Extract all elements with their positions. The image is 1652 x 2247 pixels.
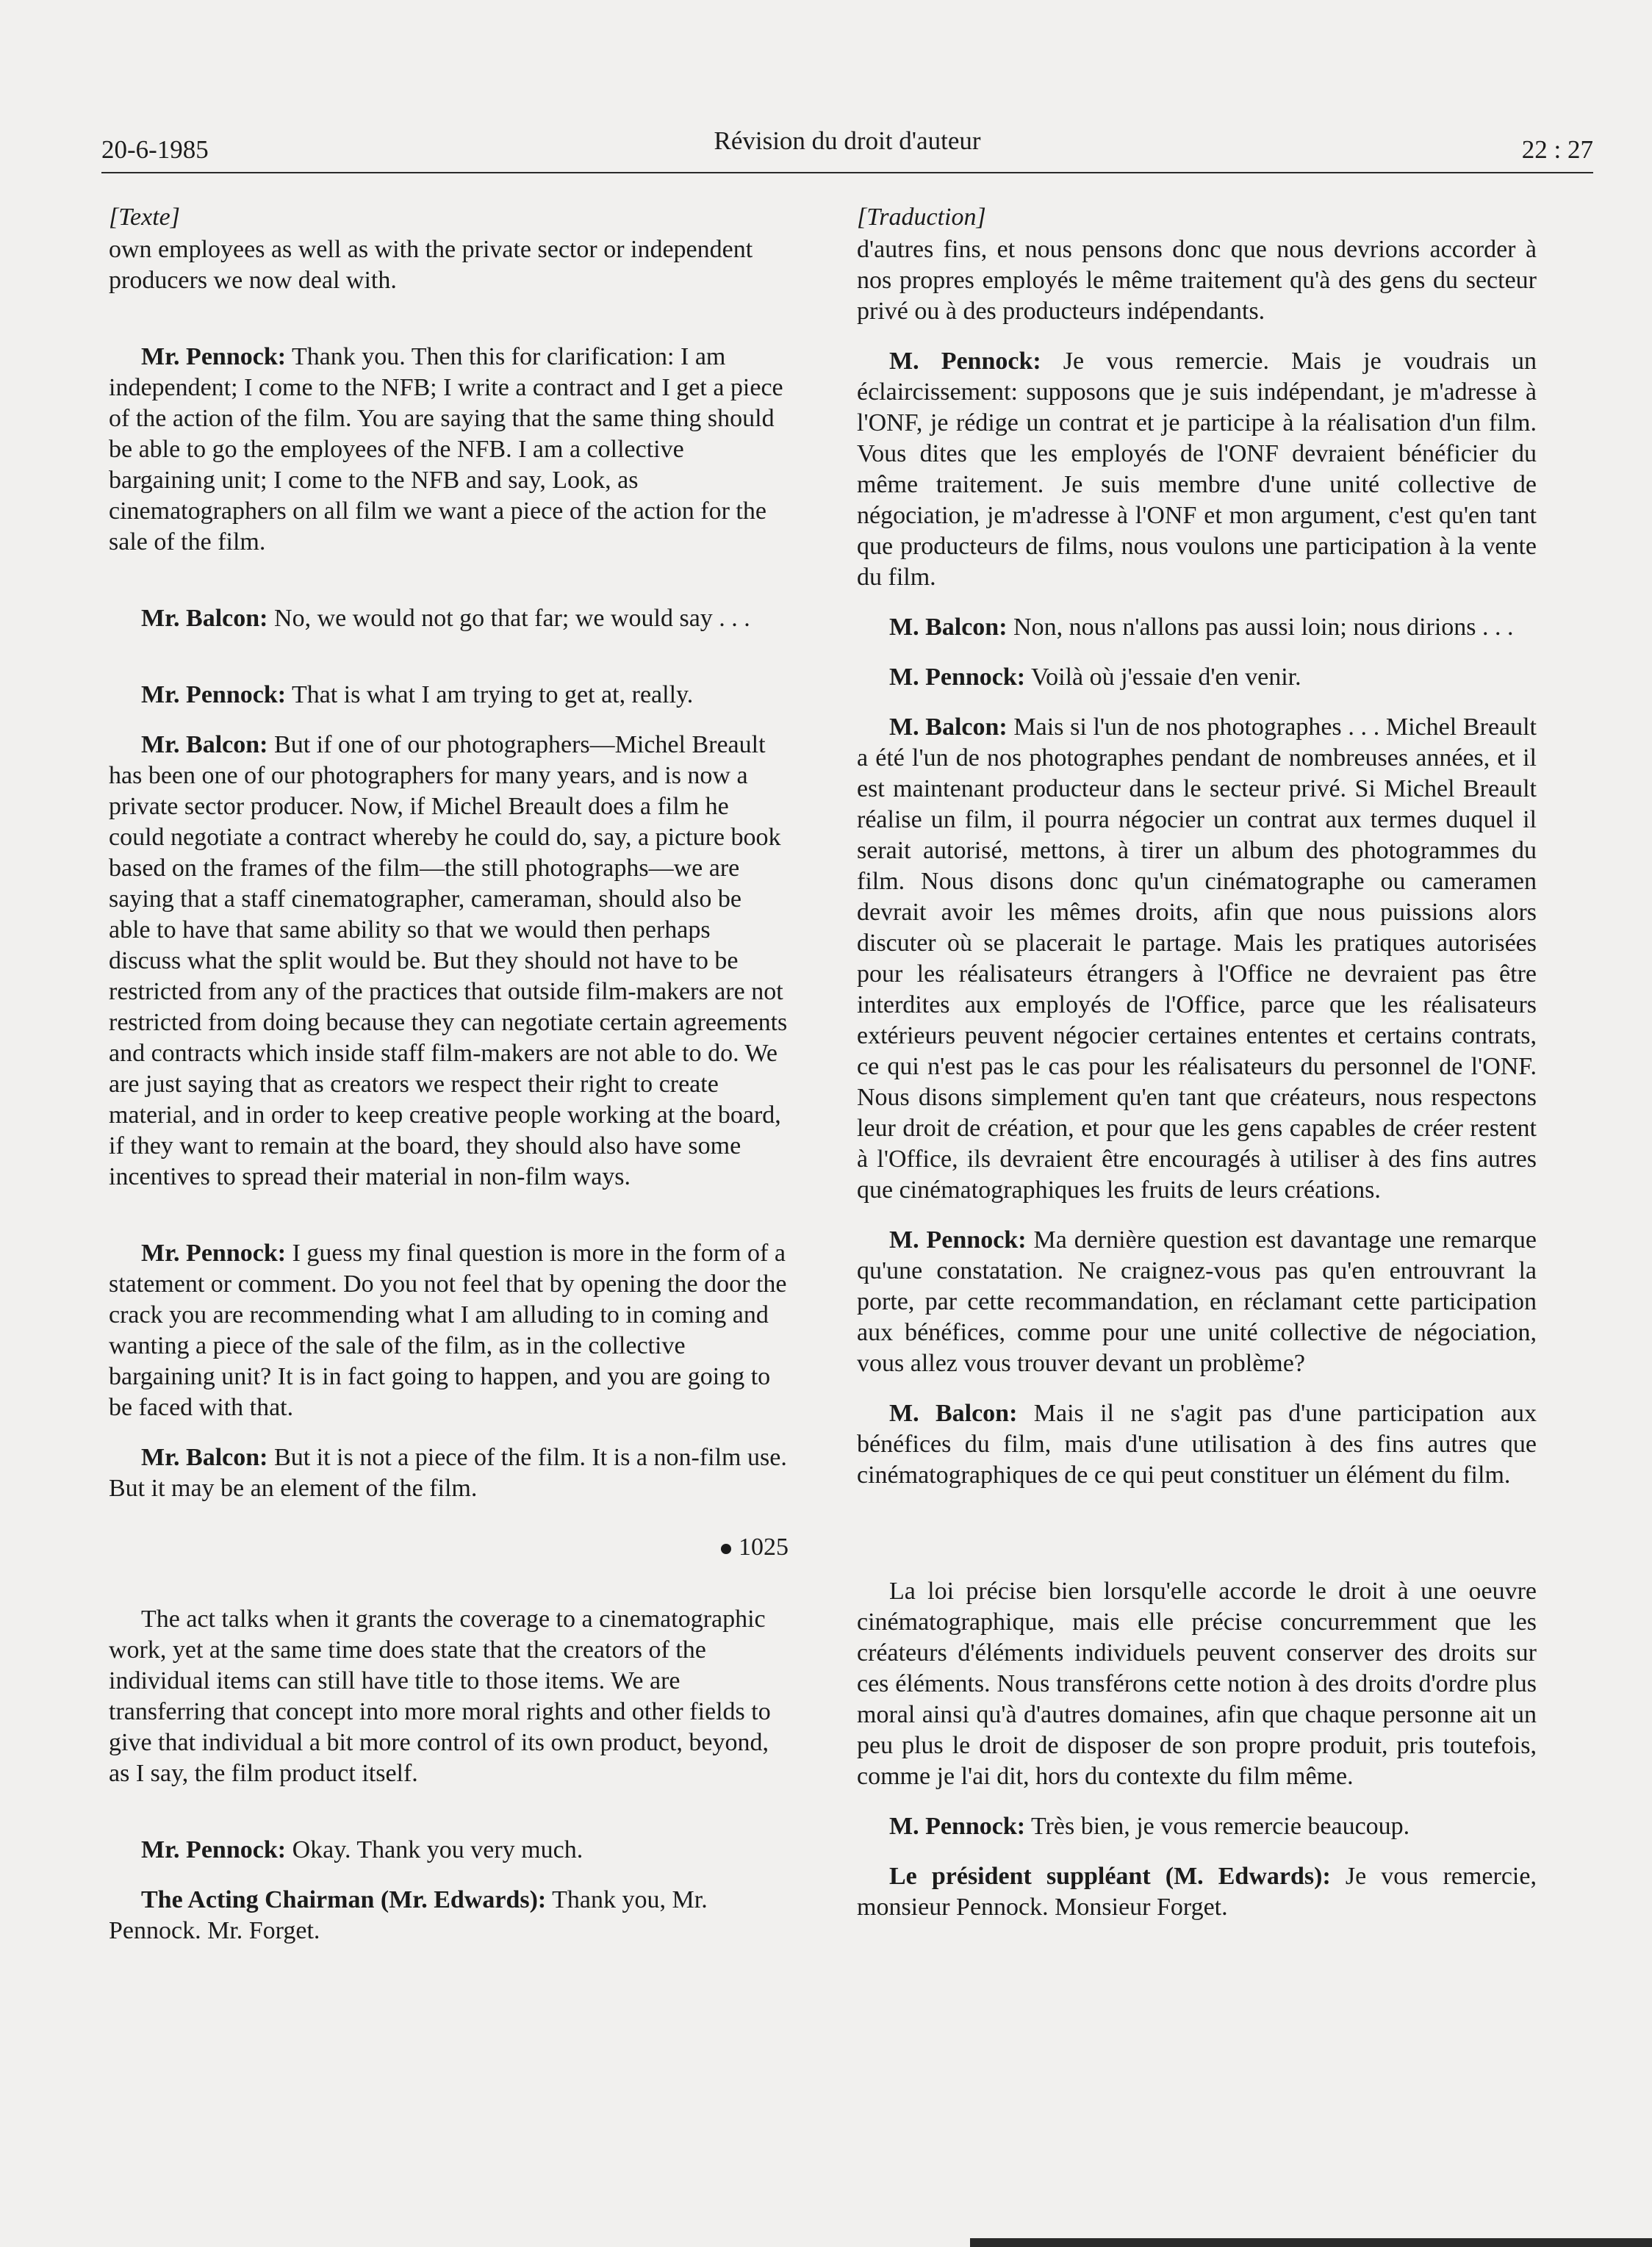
paragraph-pennock-3: [857, 1225, 1537, 1379]
paragraph-continuation: [109, 234, 789, 296]
paragraph-balcon-4: [857, 1576, 1537, 1792]
paragraph-pennock-2: [109, 680, 789, 711]
paragraph-balcon-2: [857, 712, 1537, 1206]
paragraph-text: Non, nous n'allons pas aussi loin; nous dirions . . .: [1007, 614, 1514, 641]
timestamp-value: 1025: [739, 1534, 789, 1561]
paragraph-text: No, we would not go that far; we would say . . .: [267, 605, 750, 632]
paragraph-text: d'autres fins, et nous pensons donc que nous devrions accorder à nos propres employés le même traitement qu'à des gens du secteur privé ou à des producteurs indépendants.: [857, 236, 1537, 325]
paragraph-chairman: [109, 1885, 789, 1946]
speaker-name: M. Pennock:: [889, 1226, 1027, 1254]
speaker-name: M. Pennock:: [889, 348, 1041, 375]
scan-edge-bar: [970, 2238, 1652, 2247]
paragraph-pennock-1: [109, 342, 789, 558]
paragraph-text: Très bien, je vous remercie beaucoup.: [1025, 1813, 1410, 1840]
bullet-icon: [721, 1544, 731, 1554]
paragraph-text: Thank you, Mr. Pennock. Mr. Forget.: [109, 1886, 708, 1944]
paragraph-text: But it is not a piece of the film. It is a non-film use. But it may be an element of the film.: [109, 1444, 787, 1502]
paragraph-text: Mais si l'un de nos photographes . . . Michel Breault a été l'un de nos photographes pendant de nombreuses années, et il est maintenant producteur dans le secteur privé. Si Michel Breault réalise un film, il pourra négocier un contrat aux termes duquel il serait autorisé, mettons, à tirer un album des photogrammes du film. Nous disons donc qu'un cinématographe ou cameramen devrait avoir les mêmes droits, afin que nous puissions alors discuter où se placerait le partage. Mais les pratiques autorisées pour les réalisateurs étrangers à l'Office ne devraient pas être interdites aux employés de l'Office, parce que les réalisateurs extérieurs peuvent négocier certaines ententes et certains contrats, ce qui n'est pas le cas pour les réalisateurs du personnel de l'ONF. Nous disons simplement qu'en tant que créateurs, nous respectons leur droit de création, et pour que les gens capables de créer restent à l'Office, ils devraient être encouragés à utiliser à des fins autres que cinématographiques les fruits de leurs créations.: [857, 713, 1537, 1204]
paragraph-text: The act talks when it grants the coverage to a cinematographic work, yet at the same time does state that the creators of the individual items can still have title to those items. We are transferring that concept into more moral rights and other fields to give that individual a bit more control of its own product, beyond, as I say, the film product itself.: [109, 1606, 771, 1787]
speaker-name: Mr. Pennock:: [141, 1836, 287, 1863]
speaker-name: Le président suppléant (M. Edwards):: [889, 1863, 1331, 1890]
paragraph-text: Je vous remercie. Mais je voudrais un éclaircissement: supposons que je suis indépendant, je m'adresse à l'ONF, je rédige un contrat et je participe à la réalisation d'un film. Vous dites que les employés de l'ONF devraient bénéficier du même traitement. Je suis membre d'une unité collective de négociation, je m'adresse à l'ONF et mon argument, c'est qu'en tant que producteurs de films, nous voulons une participation à la vente du film.: [857, 348, 1537, 591]
translation-marker: [Traduction]: [857, 204, 986, 231]
speaker-name: M. Balcon:: [889, 1400, 1018, 1427]
speaker-name: M. Pennock:: [889, 1813, 1026, 1840]
spacer: [109, 577, 789, 603]
paragraph-balcon-4: [109, 1604, 789, 1789]
paragraph-text: Okay. Thank you very much.: [286, 1836, 583, 1863]
paragraph-text: That is what I am trying to get at, really.: [286, 681, 694, 708]
paragraph-chairman: [857, 1861, 1537, 1923]
paragraph-balcon-3: [857, 1398, 1537, 1491]
spacer: [109, 1808, 789, 1835]
paragraph-text: Mais il ne s'agit pas d'une participation aux bénéfices du film, mais d'une utilisation à des fins autres que cinématographiques de ce qui peut constituer un élément du film.: [857, 1400, 1537, 1489]
header-rule: [101, 172, 1593, 173]
paragraph-pennock-1: [857, 346, 1537, 593]
timestamp-marker: [109, 1532, 789, 1563]
paragraph-continuation: [857, 234, 1537, 327]
left-column-english: [109, 202, 789, 1966]
paragraph-text: I guess my final question is more in the form of a statement or comment. Do you not feel that by opening the door the crack you are recommending what I am alluding to in coming and wanting a piece of the sale of the film, as in the collective bargaining unit? It is in fact going to happen, and you are going to be faced with that.: [109, 1240, 787, 1421]
paragraph-text: La loi précise bien lorsqu'elle accorde le droit à une oeuvre cinématographique, mais elle précise concurremment que les créateurs d'éléments individuels peuvent conserver des droits sur ces éléments. Nous transférons cette notion à des droits d'ordre plus moral ainsi qu'à d'autres domaines, afin que chaque personne ait un peu plus le droit de disposer de son propre produit, pris toutefois, comme je l'ai dit, hors du contexte du film même.: [857, 1578, 1537, 1790]
spacer: [109, 315, 789, 342]
spacer: [109, 653, 789, 680]
header-date: 20-6-1985: [101, 135, 209, 164]
speaker-name: Mr. Pennock:: [141, 1240, 287, 1267]
paragraph-balcon-1: [857, 612, 1537, 643]
speaker-name: The Acting Chairman (Mr. Edwards):: [141, 1886, 547, 1913]
paragraph-pennock-3: [109, 1238, 789, 1423]
right-column-french: [857, 202, 1537, 1942]
speaker-name: Mr. Balcon:: [141, 605, 268, 632]
paragraph-pennock-4: [109, 1835, 789, 1866]
page-header: [101, 126, 1593, 178]
paragraph-text: But if one of our photographers—Michel Breault has been one of our photographers for many years, and is now a private sector producer. Now, if Michel Breault does a film he could negotiate a contract whereby he could do, say, a picture book based on the frames of the film—the still photographs—we are saying that a staff cinematographer, cameraman, should also be able to have that same ability so that we would then perhaps discuss what the split would be. But they should not have to be restricted from any of the practices that outside film-makers are not restricted from doing because they can negotiate certain agreements and contracts which inside staff film-makers are not able to do. We are just saying that as creators we respect their right to create material, and in order to keep creative people working at the board, if they want to remain at the board, they should also have some incentives to spread their material in non-film ways.: [109, 731, 788, 1190]
speaker-name: M. Pennock:: [889, 664, 1026, 691]
paragraph-balcon-1: [109, 603, 789, 634]
paragraph-text: Je vous remercie, monsieur Pennock. Monsieur Forget.: [857, 1863, 1537, 1921]
paragraph-balcon-2: [109, 730, 789, 1193]
speaker-name: Mr. Pennock:: [141, 343, 287, 370]
paragraph-balcon-3: [109, 1442, 789, 1504]
paragraph-pennock-2: [857, 662, 1537, 693]
paragraph-text: Thank you. Then this for clarification: I am independent; I come to the NFB; I write a contract and I get a piece of the action of the film. You are saying that the same thing should be able to go the employees of the NFB. I am a collective bargaining unit; I come to the NFB and say, Look, as cinematographers on all film we want a piece of the action for the sale of the film.: [109, 343, 783, 556]
speaker-name: Mr. Pennock:: [141, 681, 287, 708]
speaker-name: Mr. Balcon:: [141, 731, 268, 758]
paragraph-text: Voilà où j'essaie d'en venir.: [1025, 664, 1301, 691]
speaker-name: Mr. Balcon:: [141, 1444, 268, 1471]
paragraph-text: own employees as well as with the private sector or independent producers we now deal with.: [109, 236, 753, 294]
speaker-name: M. Balcon:: [889, 614, 1008, 641]
spacer: [857, 1510, 1537, 1576]
spacer: [109, 1212, 789, 1238]
header-title: Révision du droit d'auteur: [714, 126, 981, 155]
text-marker: [Texte]: [109, 204, 180, 231]
speaker-name: M. Balcon:: [889, 713, 1008, 741]
header-page-number: 22 : 27: [1521, 135, 1593, 164]
paragraph-text: Ma dernière question est davantage une remarque qu'une constatation. Ne craignez-vous pas qu'en entrouvrant la porte, par cette recommandation, en réclamant cette participation aux bénéfices, comme pour une unité collective de négociation, vous allez vous trouver devant un problème?: [857, 1226, 1537, 1377]
paragraph-pennock-4: [857, 1811, 1537, 1842]
